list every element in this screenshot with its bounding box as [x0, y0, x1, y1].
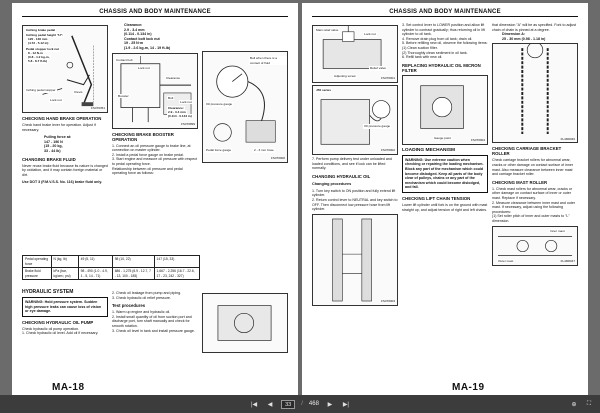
column-2	[112, 23, 198, 176]
pump-figure	[202, 293, 288, 353]
spec-value: 19 - 25 N·m	[124, 41, 144, 46]
fluid-note: Use DOT 3 (F.M.V.S.S. No. 116) brake fluid only.	[22, 180, 103, 185]
fig-label: 5.8 - 8.7 ft-lb)	[28, 59, 48, 63]
fig-caption: Clearance:	[168, 105, 184, 110]
body-text: Check hand brake lever for operation. Adjust if necessary.	[22, 123, 96, 132]
warning-text: Hold pressure system. Sudden high pressure leaks can cause loss of vision or eye damage.	[25, 300, 102, 314]
fig-label: Clevis	[74, 90, 83, 94]
spec-value: 33 - 44 lb)	[44, 148, 61, 153]
fig-caption: Contact bolt	[116, 57, 133, 62]
body-text: Never reuse brake fluid because its nature is changed by oxidation, and it may contain foreign material or dirt.	[22, 163, 108, 177]
fig-label: 120 - 130 mm	[28, 37, 48, 41]
subheading: Changing procedures	[312, 181, 352, 186]
table-cell: 1,667 - 2,256 (16.7 - 22.6, 17 - 23, 242 - 327)	[154, 268, 199, 280]
section-heading: LOADING MECHANISM	[402, 147, 456, 153]
table-cell: Pedal operating force	[23, 256, 52, 268]
lift-cylinder-drawing	[313, 215, 397, 305]
clearance-spec	[112, 23, 198, 51]
booster-step: Relationship between oil pressure and pedal operating force as follows:	[112, 166, 183, 176]
figure-id: FS4T0899	[180, 121, 195, 126]
page-footer: MA-19	[452, 382, 485, 394]
fig-caption: Booster	[118, 93, 129, 98]
booster-step: 2. Install a pedal force gauge on brake pedal.	[112, 152, 184, 157]
lift-cylinder-figure	[312, 214, 398, 306]
list-item: 6. Refill tank with new oil.	[402, 55, 443, 60]
column-2	[402, 23, 488, 212]
relief-valve-figure	[312, 25, 398, 83]
fig-caption: Pedal force gauge	[206, 148, 232, 152]
spec-value: 147 - 196 N	[44, 139, 63, 144]
body-text: that dimension "A" will be as specified. Fork to adjust chain of chain is pinned at a degree.	[492, 23, 577, 32]
fig-caption: 2.9 - 3.4 mm	[168, 109, 186, 114]
column-1	[22, 23, 108, 188]
table-cell: 98 (10, 22)	[112, 256, 154, 268]
body-text: Check hydraulic oil pump operation.	[22, 326, 80, 331]
figure-id: FL4M0046	[560, 136, 575, 141]
table-cell: N (kg, lb)	[51, 256, 78, 268]
section-heading: CHECKING MAST ROLLER	[492, 179, 548, 185]
table-cell: kPa (bar, kg/cm², psi)	[51, 268, 78, 280]
section-heading: CHECKING CARRIAGE BRACKET ROLLER	[492, 146, 562, 157]
section-heading: CHECKING LIFT CHAIN TENSION	[402, 195, 471, 201]
mast-roller-figure	[492, 226, 578, 266]
body-text: 3. Check hydraulic oil relief pressure.	[112, 295, 171, 300]
figure-id: FS4T0900	[270, 156, 285, 161]
body-text: 1. Check hydraulic oil level. Add oil if necessary.	[22, 331, 99, 336]
chain-figure	[492, 43, 578, 143]
fig-caption: Oil pressure gauge	[206, 102, 233, 106]
page-header: CHASSIS AND BODY MAINTENANCE	[22, 10, 288, 17]
body-text: 5. Before refilling new oil, observe the following items:	[402, 41, 488, 46]
figure-id: FS4T0904	[470, 138, 485, 143]
last-page-button[interactable]: ▶|	[342, 401, 349, 408]
hydraulic-figure-col	[202, 291, 288, 355]
hydraulic-col-2	[112, 291, 198, 333]
fig-label: Pedal stopper lock nut	[26, 47, 60, 51]
figure-id: FS4T0902	[380, 148, 395, 153]
pressure-test-figure	[312, 85, 398, 155]
fig-caption: Main relief valve	[316, 28, 339, 32]
spec-value: 25 - 30 mm (0.98 - 1.18 in)	[502, 36, 546, 41]
page-number-input[interactable]: 33	[281, 400, 295, 409]
page-header: CHASSIS AND BODY MAINTENANCE	[312, 10, 578, 17]
spec-value: (0.114 - 0.134 in)	[124, 32, 152, 37]
body-text: 7. Perform pump delivery test under unloaded and loaded conditions, and see if lock can be lifted normally.	[312, 157, 392, 171]
fig-caption: J50 series	[316, 88, 331, 92]
page-ma-19	[302, 3, 588, 395]
column-3	[202, 49, 288, 165]
table-row	[23, 256, 200, 268]
first-page-button[interactable]: |◀	[251, 401, 258, 408]
figure-id: FS4T0351	[90, 106, 105, 111]
fig-caption: Lock nut	[138, 65, 150, 70]
chain-drawing	[493, 44, 577, 142]
subheading: Test procedures	[112, 303, 146, 309]
figure-id: FS4T0903	[380, 299, 395, 304]
fig-caption: Boll when there is a contact of fluid	[249, 56, 287, 65]
page-footer: MA-18	[52, 382, 85, 394]
fig-label: (0.8 - 1.2 kg-m,	[28, 55, 50, 59]
filter-drawing	[403, 76, 487, 144]
spec-label: Dimension A:	[502, 32, 526, 37]
table-cell: Brake fluid pressure	[23, 268, 52, 280]
fig-caption: Inner mast	[550, 228, 565, 233]
fig-caption: Adjusting screw	[334, 74, 356, 78]
fig-label: (4.72 - 5.12 in)	[28, 41, 49, 45]
booster-step: 1. Connect an oil pressure gauge to brake line, at connection on master cylinder.	[112, 143, 191, 153]
inching-pedal-figure	[22, 25, 108, 113]
spec-label: Pulling force at:	[44, 135, 72, 140]
fullscreen-icon[interactable]: ⛶	[586, 400, 592, 407]
body-text: 1. Warm up engine and hydraulic oil.	[112, 310, 171, 315]
pull-force-spec	[22, 135, 108, 153]
section-heading: CHECKING BRAKE BOOSTER OPERATION	[112, 131, 174, 142]
pressure-gauge-figure	[202, 51, 288, 163]
fig-caption: Lock nut	[364, 32, 376, 36]
list-item: (1) Set roller pitch of inner and outer masts to "L" dimension.	[492, 214, 570, 223]
body-text: 3. Check oil level in tank and install pressure gauge.	[112, 328, 195, 333]
section-heading: CHECKING HYDRAULIC OIL PUMP	[22, 319, 94, 325]
fig-label: Inching pedal height "H":	[26, 33, 64, 37]
filter-figure	[402, 75, 488, 145]
viewer-toolbar	[0, 395, 600, 413]
body-text: 1. Turn key switch to ON position and fully extend lift cylinder.	[312, 188, 396, 198]
table-cell: 147 (15, 33)	[154, 256, 199, 268]
list-item: (2) Thoroughly clean sediment in oil tank.	[402, 50, 468, 55]
booster-step: 3. Start engine and measure oil pressure with respect to pedal operating force.	[112, 157, 198, 166]
fig-caption: Lock nut	[180, 99, 192, 104]
table-cell: 49 (5, 11)	[78, 256, 112, 268]
fig-caption: (0.114 - 0.134 in)	[168, 113, 192, 118]
list-item: 2. Measure clearance between inner mast and outer mast. If necessary, adjust using the following procedures:	[492, 200, 576, 214]
section-heading: CHANGING HYDRAULIC OIL	[312, 173, 371, 179]
body-text: 2. Install small quantity of oil from suction port and discharge port, turn shaft manually and check for smooth rotation.	[112, 314, 192, 328]
zoom-icon[interactable]: ⊕	[571, 401, 577, 408]
pedal-pressure-table	[22, 255, 200, 280]
body-text: Lower lift cylinder until fork is on the ground with mast straight up, and adjust tension of right and left chains.	[402, 202, 488, 212]
pump-drawing	[203, 294, 287, 352]
warning-box	[22, 297, 108, 317]
page-separator: /	[301, 401, 303, 407]
fig-label: 8 - 12 N·m	[28, 51, 43, 55]
fig-caption: Bolt	[168, 95, 174, 100]
table-row	[23, 268, 200, 280]
column-3	[492, 23, 578, 268]
spec-value: (1.9 - 2.6 kg-m, 14 - 19 ft-lb)	[124, 45, 171, 50]
table-cell: 686 - 1,275 (6.9 - 12.7, 7 - 13, 100 - 185)	[112, 268, 154, 280]
figure-id: FL4M0047	[560, 258, 575, 263]
fig-caption: Outer mast	[498, 258, 514, 263]
column-1	[312, 23, 398, 308]
next-page-button[interactable]: ▶	[327, 401, 333, 408]
warning-title: WARNING:	[405, 157, 424, 162]
body-text: 3. Set control lever to LOWER position and allow lift cylinder to contract gradually; thus returning oil in lift cylinder to oil tank.	[402, 23, 485, 37]
fig-caption: 2 - 3 mm hose	[254, 148, 274, 152]
body-text: 4. Remove drain plug from oil tank; drain oil.	[402, 36, 473, 41]
total-pages: 468	[308, 401, 319, 407]
fig-label: Lock nut	[50, 98, 62, 102]
section-heading: CHECKING HAND BRAKE OPERATION	[22, 116, 102, 121]
list-item: 1. Check mast rollers for abnormal wear, cracks or other damage on contact surface of inner or outer mast. Replace if necessary.	[492, 186, 573, 200]
body-text: 2. Return control lever to NEUTRAL and key switch to OFF. Then disconnect low pressure hose from lift cylinder.	[312, 197, 398, 212]
section-heading: CHANGING BRAKE FLUID	[22, 156, 76, 162]
figure-id: FS4T0901	[380, 76, 395, 81]
fig-label: Inching pedal stopper	[26, 88, 56, 92]
pressure-gauge-drawing	[203, 52, 287, 162]
pressure-test-drawing	[313, 86, 397, 154]
section-heading: HYDRAULIC SYSTEM	[22, 289, 74, 295]
hydraulic-col-1	[22, 287, 108, 336]
spec-value: 2.9 - 3.4 mm	[124, 27, 145, 32]
prev-page-button[interactable]: ◀	[267, 401, 273, 408]
fig-caption: Clearance	[166, 75, 181, 80]
dimension-spec	[492, 32, 578, 41]
fig-caption: Oil pressure gauge	[364, 124, 391, 128]
table-cell: 98 - 490 (1.0 - 4.9, 1 - 5, 14 - 71)	[78, 268, 112, 280]
spec-label: Clearance:	[124, 23, 143, 27]
body-text: 2. Check oil leakage from pump and piping.	[112, 291, 182, 295]
warning-box	[402, 155, 488, 193]
fig-label: Inching brake pedal	[26, 28, 56, 32]
page-ma-18	[12, 3, 298, 395]
warning-title: WARNING:	[25, 300, 44, 304]
booster-figure	[112, 53, 198, 129]
spec-label: Contact bolt lock nut	[124, 36, 160, 41]
toolbar-right	[569, 399, 594, 409]
section-heading: REPLACING HYDRAULIC OIL MICRON FILTER	[402, 62, 481, 73]
fig-caption: Relief valve	[370, 66, 386, 70]
list-item: (1) Clean suction filter.	[402, 45, 438, 50]
body-text: Check carriage bracket rollers for abnormal wear, cracks or other damage on contact surface of inner mast. Also measure clearance between inner mast and carriage bracket roller.	[492, 158, 574, 177]
warning-text: Use extreme caution when checking or repairing the loading mechanism. Block any part of the mechanism which could become dislodged. Keep all parts of the body clear of pulleys, chains or any part of the mechanism which could become dislodged, and fall.	[405, 157, 484, 190]
spec-value: (15 - 20 kg,	[44, 144, 63, 149]
fig-caption: Gauge point	[434, 135, 451, 140]
